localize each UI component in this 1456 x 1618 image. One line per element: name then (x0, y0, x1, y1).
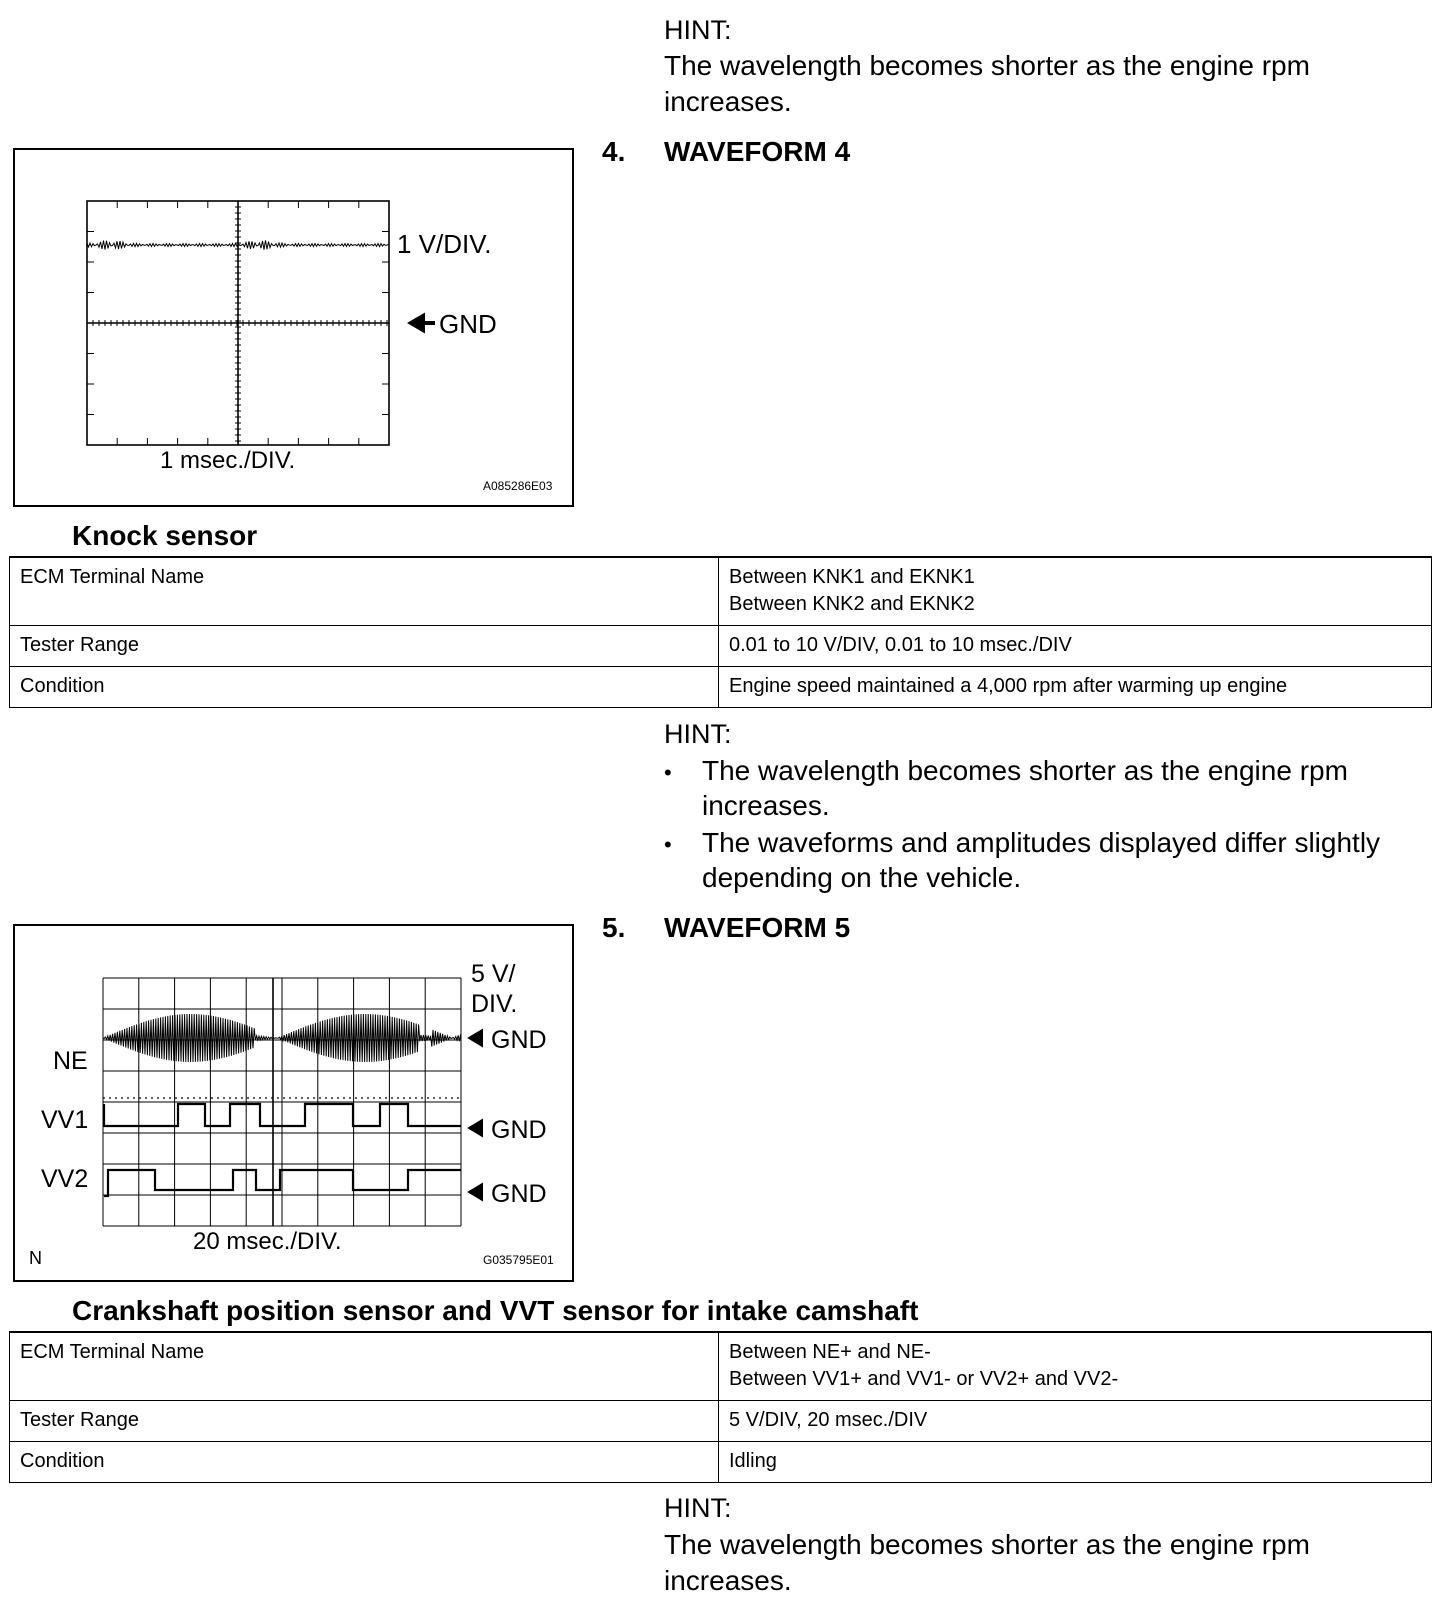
table-row (10, 1401, 1432, 1442)
w4-volt-div: 1 V/DIV. (397, 229, 492, 259)
hint-top-label: HINT: (664, 15, 732, 45)
waveform5-caption: Crankshaft position sensor and VVT sensor for intake camshaft (72, 1295, 919, 1326)
table-cell-label: ECM Terminal Name (10, 1332, 719, 1401)
table-row (10, 626, 1432, 667)
gnd-arrow-icon (411, 316, 435, 330)
table-cell-value (719, 557, 1432, 626)
table-cell-value: Engine speed maintained a 4,000 rpm after warming up engine (719, 667, 1432, 708)
w5-gnd-vv1: GND (491, 1116, 547, 1144)
bullet-icon: • (664, 832, 672, 857)
hint-middle-bullet: The wavelength becomes shorter as the engine rpm increases. (702, 755, 1348, 821)
waveform4-oscilloscope (15, 150, 572, 505)
hint-middle-bullet: The waveforms and amplitudes displayed differ slightly depending on the vehicle. (702, 827, 1381, 893)
hint-middle-label: HINT: (664, 719, 732, 749)
table-cell-value: 5 V/DIV, 20 msec./DIV (719, 1401, 1432, 1442)
hint-bottom-text: The wavelength becomes shorter as the engine rpm increases. (664, 1529, 1310, 1596)
w5-vv1-label: VV1 (41, 1106, 89, 1134)
w4-time-div: 1 msec./DIV. (160, 447, 296, 474)
gnd-arrow-icon (471, 1186, 483, 1198)
w5-vv2-label: VV2 (41, 1165, 89, 1193)
waveform5-oscilloscope (15, 926, 572, 1280)
table-row (10, 1442, 1432, 1483)
gnd-arrow-icon (471, 1032, 483, 1044)
w5-corner-mark: N (29, 1248, 42, 1268)
list-item (664, 825, 1424, 895)
w5-volt-div-line2: DIV. (471, 990, 518, 1018)
table-cell-line: Between KNK1 and EKNK1 (729, 566, 975, 588)
waveform5-title: WAVEFORM 5 (664, 912, 851, 943)
waveform4-caption: Knock sensor (72, 520, 258, 551)
table-row (10, 667, 1432, 708)
table-cell-label: Tester Range (10, 1401, 719, 1442)
hint-bottom-label: HINT: (664, 1493, 732, 1523)
table-row (10, 557, 1432, 626)
table-cell-label: ECM Terminal Name (10, 557, 719, 626)
table-row (10, 1332, 1432, 1401)
table-cell-value: Idling (719, 1442, 1432, 1483)
gnd-arrow-icon (471, 1122, 483, 1134)
table-cell-value (719, 1332, 1432, 1401)
waveform5-number: 5. (602, 912, 626, 943)
table-cell-label: Condition (10, 667, 719, 708)
table-cell-label: Condition (10, 1442, 719, 1483)
w5-time-div: 20 msec./DIV. (193, 1228, 342, 1255)
table-cell-line: Between VV1+ and VV1- or VV2+ and VV2- (729, 1368, 1119, 1390)
w5-gnd-vv2: GND (491, 1180, 547, 1208)
hint-top-text: The wavelength becomes shorter as the engine rpm increases. (664, 50, 1310, 117)
waveform4-title: WAVEFORM 4 (664, 136, 851, 167)
w5-figure-code: G035795E01 (483, 1253, 554, 1267)
waveform5-figure (13, 924, 574, 1282)
bullet-icon: • (664, 760, 672, 785)
w5-ne-label: NE (53, 1047, 88, 1075)
table-cell-label: Tester Range (10, 626, 719, 667)
table-cell-value: 0.01 to 10 V/DIV, 0.01 to 10 msec./DIV (719, 626, 1432, 667)
waveform4-number: 4. (602, 136, 626, 167)
list-item (664, 753, 1424, 823)
w4-figure-code: A085286E03 (483, 479, 553, 493)
w5-volt-div-line1: 5 V/ (471, 960, 516, 988)
table-cell-line: Between KNK2 and EKNK2 (729, 593, 975, 615)
table-cell-line: Between NE+ and NE- (729, 1341, 931, 1363)
w4-gnd-label: GND (439, 309, 497, 339)
waveform5-spec-table (9, 1331, 1432, 1483)
w5-gnd-ne: GND (491, 1026, 547, 1054)
waveform4-figure (13, 148, 574, 507)
waveform4-spec-table (9, 556, 1432, 708)
